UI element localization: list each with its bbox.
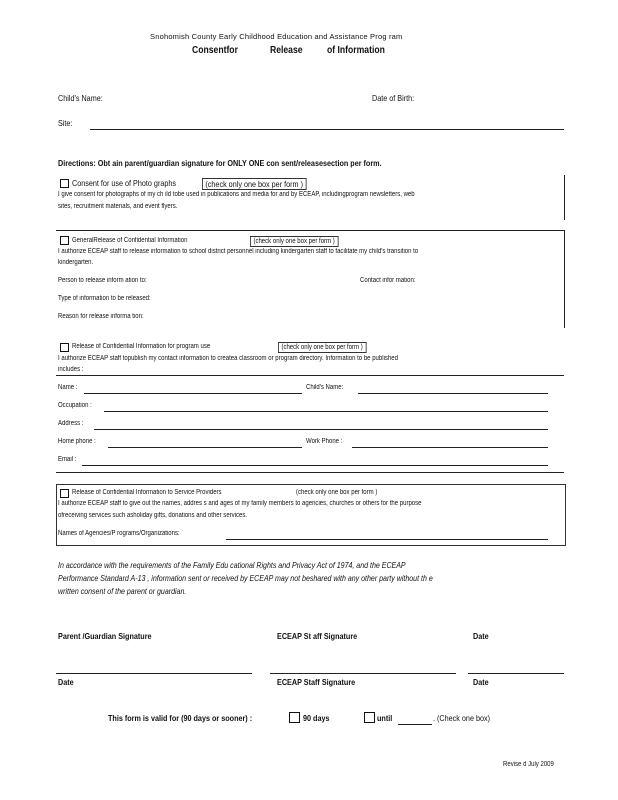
title-release: Release: [270, 44, 303, 56]
ferpa-line2: Performance Standard A-13 , information sent or received by ECEAP may not beshared with any other party without th e: [58, 574, 433, 583]
staff-date-field[interactable]: [468, 673, 564, 674]
general-body-line1: I authorize ECEAP staff to release information to school district personnel including kindergarten staff to facilitate my child's transition to: [58, 248, 419, 255]
staff-date-label: Date: [473, 677, 489, 687]
home-phone-label: Home phone :: [58, 438, 96, 445]
name-field[interactable]: [84, 393, 302, 394]
type-label: Type of information to be released:: [58, 295, 151, 302]
child-name-label: Child's Name:: [58, 93, 103, 103]
agencies-field[interactable]: [226, 539, 548, 540]
site-label: Site:: [58, 118, 73, 128]
program-body-line2: includes :: [58, 366, 84, 373]
general-title: GeneralRelease of Confidential Information: [72, 237, 188, 244]
program-check-note: (check only one box per form ): [278, 342, 366, 353]
home-phone-field[interactable]: [108, 447, 302, 448]
staff-signature-label-2: ECEAP Staff Signature: [277, 677, 356, 687]
reason-label: Reason for release informa tion:: [58, 313, 144, 320]
site-field[interactable]: [90, 129, 564, 130]
directions: Directions: Obt ain parent/guardian signature for ONLY ONE con sent/releasesection per form.: [58, 158, 382, 168]
validity-until-checkbox[interactable]: [364, 712, 375, 723]
childs-name-label: Child's Name:: [306, 384, 344, 391]
validity-until-label: until: [377, 713, 393, 723]
photo-consent-checkbox[interactable]: [60, 179, 69, 188]
ferpa-line3: written consent of the parent or guardian.: [58, 587, 187, 596]
photo-check-note: (check only one box per form ): [202, 178, 306, 190]
date-label: Date: [473, 631, 489, 641]
photo-section-border: [564, 175, 565, 220]
title-consent: Consentfor: [192, 44, 238, 56]
agencies-label: Names of Agencies/P rograms/Organizations:: [58, 530, 180, 537]
program-release-checkbox[interactable]: [60, 343, 69, 352]
divider: [56, 472, 564, 473]
photo-body-line1: I give consent for photographs of my ch ild tobe used in publications and media for and by ECEAP, includingprogram newsletters, web: [58, 191, 415, 198]
dob-label: Date of Birth:: [372, 93, 415, 103]
validity-90-days-label: 90 days: [303, 713, 330, 723]
occupation-label: Occupation :: [58, 402, 92, 409]
occupation-field[interactable]: [104, 411, 548, 412]
divider: [56, 230, 564, 231]
name-label: Name :: [58, 384, 78, 391]
ferpa-line1: In accordance with the requirements of the Family Edu cational Rights and Privacy Act of 1974, and the ECEAP: [58, 561, 406, 570]
general-body-line2: kindergarten.: [58, 259, 94, 266]
parent-signature-label: Parent /Guardian Signature: [58, 631, 152, 641]
parent-date-label: Date: [58, 677, 74, 687]
program-title: Release of Confidential Information for program use: [72, 343, 211, 350]
validity-check-note: . (Check one box): [433, 713, 491, 723]
email-label: Email :: [58, 456, 77, 463]
photo-title: Consent for use of Photo graphs: [72, 178, 177, 188]
validity-90-days-checkbox[interactable]: [289, 712, 300, 723]
service-body-line2: ofreceiving services such asholiday gifts, donations and other services.: [58, 512, 248, 519]
general-release-checkbox[interactable]: [60, 236, 69, 245]
contact-label: Contact infor mation:: [360, 277, 416, 284]
staff-signature-field[interactable]: [270, 673, 456, 674]
org-line: Snohomish County Early Childhood Education and Assistance Prog ram: [150, 32, 403, 41]
service-release-checkbox[interactable]: [60, 489, 69, 498]
staff-signature-label: ECEAP St aff Signature: [277, 631, 358, 641]
address-label: Address :: [58, 420, 84, 427]
email-field[interactable]: [82, 465, 548, 466]
work-phone-label: Work Phone :: [306, 438, 343, 445]
validity-until-date-field[interactable]: [398, 724, 432, 725]
title-information: of Information: [327, 44, 385, 56]
childs-name-field[interactable]: [358, 393, 548, 394]
general-section-border: [564, 230, 565, 328]
address-field[interactable]: [94, 429, 548, 430]
parent-date-field[interactable]: [56, 673, 252, 674]
program-body-line1: I authorize ECEAP staff topublish my contact information to createa classroom or program directory. Information to be published: [58, 355, 398, 362]
service-body-line1: I authorize ECEAP staff to give out the names, addres s and ages of my family members to agencies, churches or others for the purpose: [58, 500, 422, 507]
work-phone-field[interactable]: [352, 447, 548, 448]
photo-body-line2: sites, recruitment materials, and event flyers.: [58, 203, 178, 210]
validity-text: This form is valid for (90 days or sooner) :: [108, 713, 253, 723]
service-check-note: (check only one box per form ): [296, 489, 378, 496]
person-label: Person to release inform ation to:: [58, 277, 147, 284]
revised-date: Revise d July 2009: [503, 761, 554, 768]
divider: [56, 375, 564, 376]
general-check-note: (check only one box per form ): [250, 236, 338, 247]
service-title: Release of Confidential Information to Service Providers: [72, 489, 222, 496]
